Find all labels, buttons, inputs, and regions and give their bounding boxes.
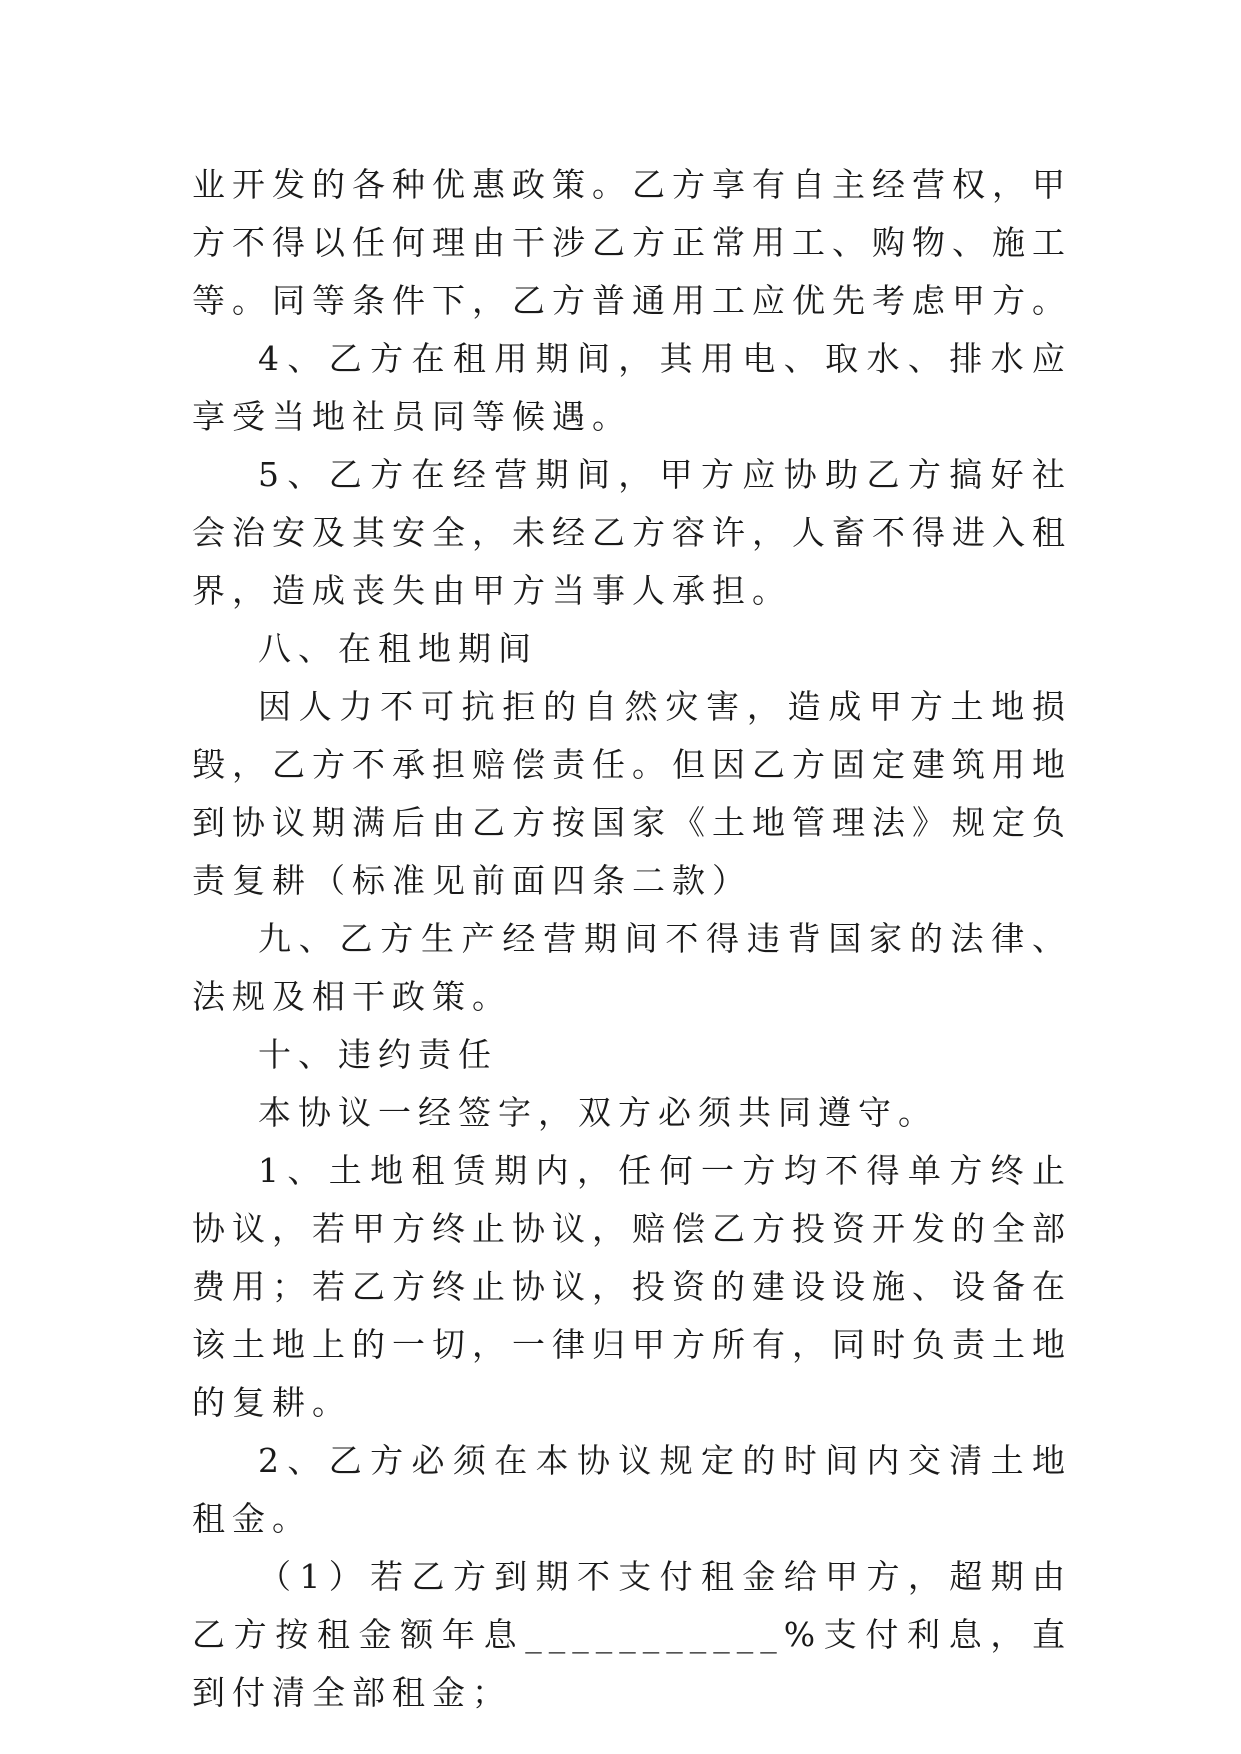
paragraph-preferential-policy: 业开发的各种优惠政策。乙方享有自主经营权，甲方不得以任何理由干涉乙方正常用工、购物、施工等。同等条件下，乙方普通用工应优先考虑甲方。	[192, 165, 1072, 320]
section-heading-10: 十、违约责任	[258, 1035, 498, 1074]
document-body	[192, 156, 1072, 1722]
paragraph-breach-clause-1: 1、土地租赁期内，任何一方均不得单方终止协议，若甲方终止协议，赔偿乙方投资开发的全部费用；若乙方终止协议，投资的建设设施、设备在该土地上的一切，一律归甲方所有，同时负责土地的复耕。	[192, 1151, 1072, 1422]
paragraph-clause-4: 4、乙方在租用期间，其用电、取水、排水应享受当地社员同等候遇。	[192, 339, 1072, 436]
paragraph-binding-agreement: 本协议一经签字，双方必须共同遵守。	[258, 1093, 938, 1132]
paragraph-breach-clause-2: 2、乙方必须在本协议规定的时间内交清土地租金。	[192, 1441, 1072, 1538]
section-heading-8: 八、在租地期间	[258, 629, 538, 668]
paragraph-natural-disaster: 因人力不可抗拒的自然灾害，造成甲方土地损毁，乙方不承担赔偿责任。但因乙方固定建筑用地到协议期满后由乙方按国家《土地管理法》规定负责复耕（标准见前面四条二款）	[192, 687, 1072, 900]
paragraph-late-payment: （1）若乙方到期不支付租金给甲方，超期由乙方按租金额年息___________%支付利息，直到付清全部租金；	[192, 1557, 1072, 1712]
section-heading-9: 九、乙方生产经营期间不得违背国家的法律、法规及相干政策。	[192, 919, 1072, 1016]
paragraph-clause-5: 5、乙方在经营期间，甲方应协助乙方搞好社会治安及其安全，未经乙方容许，人畜不得进入租界，造成丧失由甲方当事人承担。	[192, 455, 1072, 610]
